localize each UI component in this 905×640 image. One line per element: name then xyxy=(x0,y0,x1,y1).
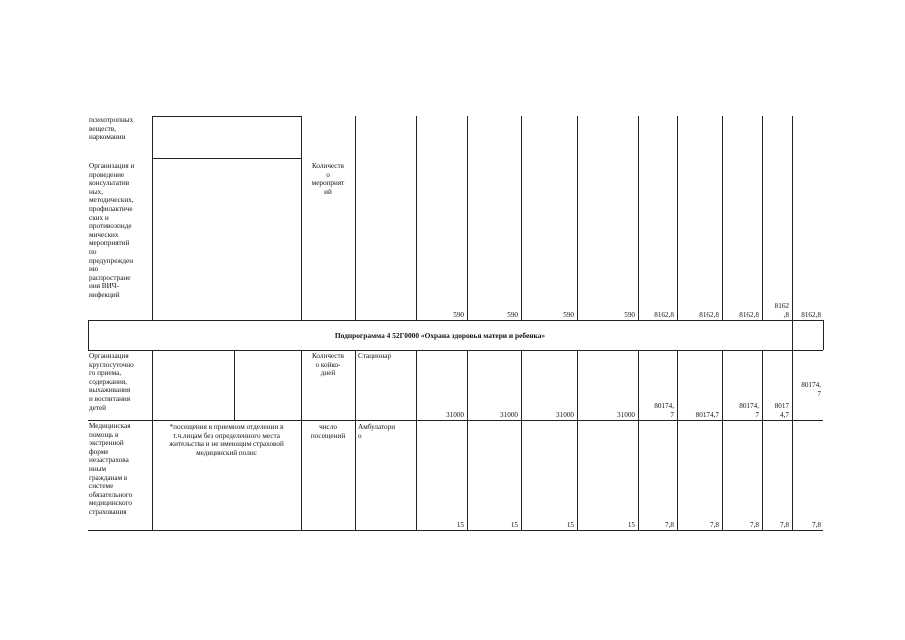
col-rule-g2 xyxy=(577,350,578,530)
rule-row4-bottom xyxy=(88,530,823,531)
rule-row1-bottom xyxy=(152,158,301,159)
col-rule-g xyxy=(577,116,578,320)
col-rule-c xyxy=(355,116,356,320)
row3-condition: Стационар xyxy=(358,352,392,360)
col-rule-i2 xyxy=(677,350,678,530)
col-rule-c2 xyxy=(355,350,356,530)
col-rule-split xyxy=(234,350,235,420)
col-rule-i xyxy=(677,116,678,320)
row2-unit: Количеств о мероприят ий xyxy=(311,162,345,196)
row3-value-5: 80174, 7 xyxy=(654,402,674,419)
row4-value-7: 7,8 xyxy=(750,521,759,529)
col-rule-l2 xyxy=(792,350,793,530)
col-rule-a xyxy=(152,116,153,320)
row3-value-2: 31000 xyxy=(500,411,518,419)
col-rule-k xyxy=(762,116,763,320)
row2-value-9: 8162,8 xyxy=(801,311,821,319)
heading-rule-right xyxy=(792,320,793,350)
col-rule-d xyxy=(416,116,417,320)
row3-name: Организация круглосуточно го приема, содержания, выхаживания и воспитания детей xyxy=(89,352,134,412)
row3-value-4: 31000 xyxy=(617,411,635,419)
col-rule-e xyxy=(467,116,468,320)
row4-value-3: 15 xyxy=(566,521,574,529)
col-rule-h xyxy=(638,116,639,320)
row4-unit: число посещений xyxy=(310,423,346,440)
row3-unit: Количеств о койко- дней xyxy=(311,352,345,378)
row3-value-1: 31000 xyxy=(446,411,464,419)
row3-value-9: 80174, 7 xyxy=(801,381,821,398)
col-rule-l xyxy=(792,116,793,320)
row2-value-8: 8162 ,8 xyxy=(774,302,789,319)
row4-value-8: 7,8 xyxy=(780,521,789,529)
row3-value-6: 80174,7 xyxy=(695,411,719,419)
col-rule-k2 xyxy=(762,350,763,530)
col-rule-d2 xyxy=(416,350,417,530)
row4-value-1: 15 xyxy=(456,521,464,529)
col-rule-h2 xyxy=(638,350,639,530)
subprogram-heading: Подпрограмма 4 52Г0000 «Охрана здоровья матери и ребенка» xyxy=(334,331,546,340)
row2-value-1: 590 xyxy=(453,311,464,319)
rule-row2-bottom xyxy=(88,320,823,321)
rule-row3-bottom xyxy=(88,420,823,421)
row2-value-7: 8162,8 xyxy=(739,311,759,319)
row3-value-8: 8017 4,7 xyxy=(774,402,789,419)
row4-value-9: 7,8 xyxy=(812,521,821,529)
col-rule-b xyxy=(301,116,302,320)
row2-value-6: 8162,8 xyxy=(699,311,719,319)
row4-condition: Амбулатори о xyxy=(358,423,396,440)
row4-value-6: 7,8 xyxy=(710,521,719,529)
row2-value-5: 8162,8 xyxy=(654,311,674,319)
col-rule-e2 xyxy=(467,350,468,530)
row2-value-2: 590 xyxy=(507,311,518,319)
col-rule-f2 xyxy=(521,350,522,530)
row2-name: Организация и проведение консультатив ных, методических, профилактиче ских и противоэпиде мических мероприятий по предупрежден ию распростране ния ВИЧ- инфекций xyxy=(89,162,135,299)
heading-rule-outer xyxy=(823,320,824,350)
row3-value-3: 31000 xyxy=(556,411,574,419)
row4-value-2: 15 xyxy=(510,521,518,529)
row2-value-4: 590 xyxy=(624,311,635,319)
col-rule-j2 xyxy=(722,350,723,530)
row4-value-4: 15 xyxy=(627,521,635,529)
rule-row1-top xyxy=(152,116,301,117)
row4-note: *посещения в приемном отделении в т.ч.лицам без определенного места жительства и не имеющим страховой медицинский полис xyxy=(169,423,284,457)
row2-value-3: 590 xyxy=(563,311,574,319)
row4-value-5: 7,8 xyxy=(665,521,674,529)
row3-value-7: 80174, 7 xyxy=(739,402,759,419)
col-rule-f xyxy=(521,116,522,320)
col-rule-j xyxy=(722,116,723,320)
row4-name: Медицинская помощь в экстренной форме незастрахова нным гражданам в системе обязательного медицинского страхования xyxy=(89,422,133,516)
row1-name: психотропных веществ, наркомании xyxy=(89,116,134,142)
rule-heading-bottom xyxy=(88,350,823,351)
